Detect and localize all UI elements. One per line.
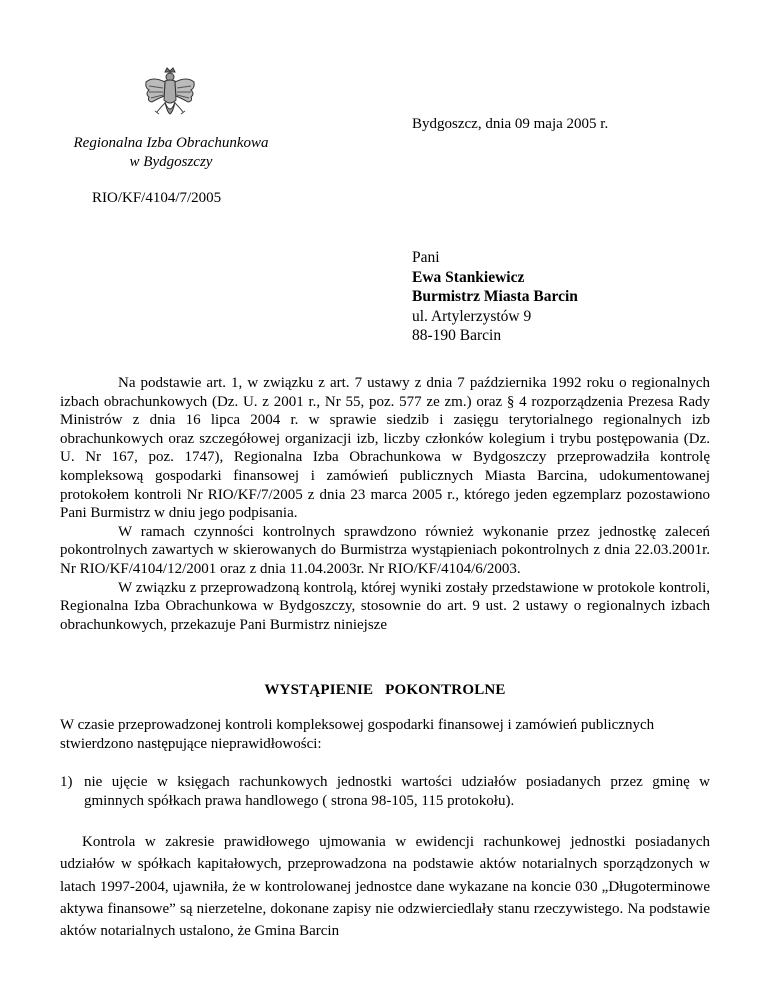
- recipient-title: Burmistrz Miasta Barcin: [412, 288, 578, 305]
- finding-number: 1): [60, 774, 73, 790]
- finding-item: [60, 773, 710, 810]
- paragraph-transmission: W związku z przeprowadzoną kontrolą, której wyniki zostały przedstawione w protokole kontroli, Regionalna Izba Obrachunkowa w Bydgoszczy, stosownie do art. 9 ust. 2 ustawy o regionalnych izbach obrachunkowych, przekazuje Pani Burmistrz niniejsze: [60, 579, 710, 633]
- recipient-name: Ewa Stankiewicz: [412, 268, 525, 286]
- recipient-street: ul. Artylerzystów 9: [412, 307, 532, 325]
- paragraph-detail: Kontrola w zakresie prawidłowego ujmowania w ewidencji rachunkowej jednostki posiadanych udziałów w spółkach kapitałowych, przeprowadzona na podstawie aktów notarialnych sporządzonych w latach 1997-2004, ujawniła, że w kontrolowanej jednostce dane wykazane na koncie 030 „Długoterminowe aktywa finansowe” są nierzetelne, dokonane zapisy nie odzwierciedlały stanu rzeczywistego. Na podstawie aktów notarialnych ustalono, że Gmina Barcin: [60, 834, 710, 940]
- findings-intro: W czasie przeprowadzonej kontroli kompleksowej gospodarki finansowej i zamówień publicznych stwierdzono następujące nieprawidłowości:: [60, 717, 655, 752]
- finding-detail: [60, 831, 710, 942]
- reference-number: RIO/KF/4104/7/2005: [92, 190, 222, 206]
- section-heading: WYSTĄPIENIE POKONTROLNE: [264, 682, 506, 698]
- paragraph-legal-basis: Na podstawie art. 1, w związku z art. 7 ustawy z dnia 7 października 1992 roku o regionalnych izbach obrachunkowych (Dz. U. z 2001 r., Nr 55, poz. 577 ze zm.) oraz § 4 rozporządzenia Prezesa Rady Ministrów z dnia 16 lipca 2004 r. w sprawie siedzib i zasięgu terytorialnego regionalnych izb obrachunkowych oraz szczegółowej organizacji izb, liczby członków kolegium i trybu postępowania (Dz. U. Nr 167, poz. 1747), Regionalna Izba Obrachunkowa w Bydgoszczy przeprowadziła kontrolę kompleksową gospodarki finansowej i zamówień publicznych Miasta Barcina, udokumentowanej protokołem kontroli Nr RIO/KF/7/2005 z dnia 23 marca 2005 r., którego jeden egzemplarz pozostawiono Pani Burmistrz w dniu jego podpisania.: [60, 375, 710, 522]
- recipient-address: [412, 248, 578, 346]
- recipient-salutation: Pani: [412, 249, 440, 266]
- document-date: Bydgoszcz, dnia 09 maja 2005 r.: [412, 116, 609, 132]
- org-name: Regionalna Izba Obrachunkowa: [73, 135, 269, 151]
- eagle-emblem-icon: [143, 66, 197, 126]
- letter-body: [60, 374, 710, 634]
- recipient-city: 88-190 Barcin: [412, 327, 502, 344]
- paragraph-recommendations: W ramach czynności kontrolnych sprawdzono również wykonanie przez jednostkę zaleceń pokontrolnych zawartych w skierowanych do Burmistrza wystąpieniach pokontrolnych z dnia 22.03.2001r. Nr RIO/KF/4104/12/2001 oraz z dnia 11.04.2003r. Nr RIO/KF/4104/6/2003.: [60, 523, 710, 577]
- org-city: w Bydgoszczy: [129, 154, 213, 170]
- finding-text: nie ujęcie w księgach rachunkowych jednostki wartości udziałów posiadanych przez gminę w gminnych spółkach prawa handlowego ( strona 98-105, 115 protokołu).: [84, 774, 710, 809]
- sender-organization: [60, 134, 282, 172]
